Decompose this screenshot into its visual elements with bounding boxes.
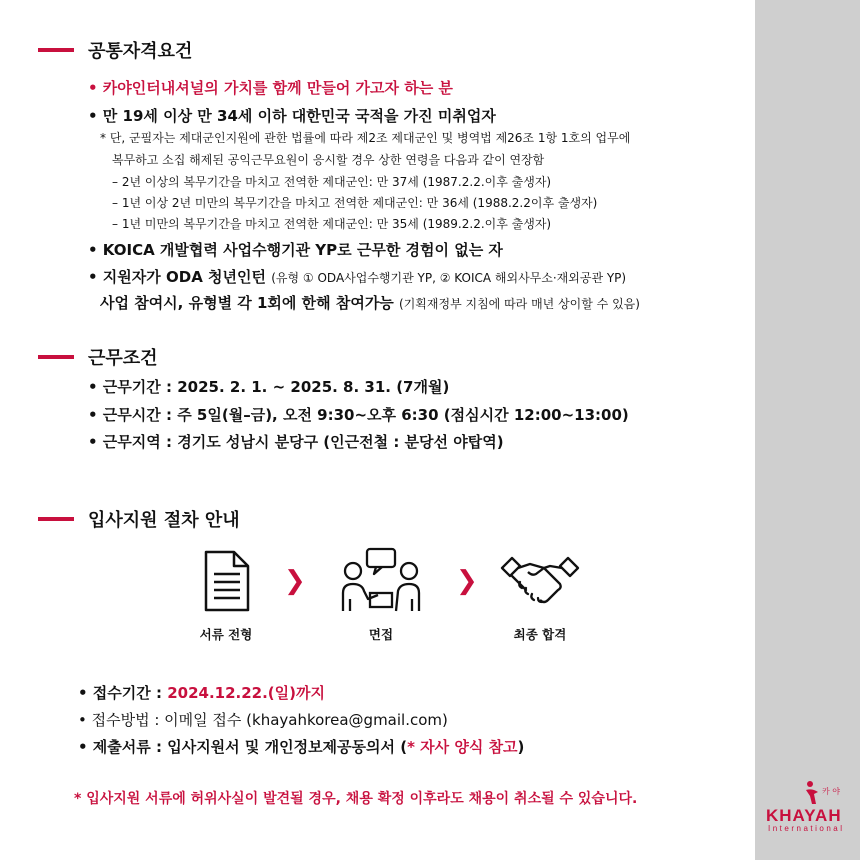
docs-line — [78, 736, 524, 757]
qualification-note-5: – 1년 미만의 복무기간을 마치고 전역한 제대군인: 만 35세 (1989.2.2.이후 출생자) — [112, 217, 552, 231]
section-bar — [38, 517, 74, 521]
qualification-item-3: • KOICA 개발협력 사업수행기관 YP로 근무한 경험이 없는 자 — [88, 241, 503, 259]
section-title: 입사지원 절차 안내 — [88, 510, 240, 531]
interview-icon — [340, 547, 422, 615]
conditions-period: • 근무기간 : 2025. 2. 1. ~ 2025. 8. 31. (7개월) — [88, 378, 450, 396]
qualification-item-1: • 카야인터내셔널의 가치를 함께 만들어 가고자 하는 분 — [88, 79, 453, 97]
section-bar — [38, 355, 74, 359]
logo-korean: 카 야 — [822, 787, 840, 796]
warning-notice: * 입사지원 서류에 허위사실이 발견될 경우, 채용 확정 이후라도 채용이 취소될 수 있습니다. — [74, 791, 638, 807]
qualification-note-4: – 1년 이상 2년 미만의 복무기간을 마치고 전역한 제대군인: 만 36세 (1988.2.2이후 출생자) — [112, 196, 598, 210]
method-line: • 접수방법 : 이메일 접수 (khayahkorea@gmail.com) — [78, 711, 448, 729]
section-header-conditions — [38, 344, 158, 370]
qualification-item-4-detail: (유형 ① ODA사업수행기관 YP, ② KOICA 해외사무소·재외공관 YP) — [271, 271, 627, 285]
section-header-process — [38, 506, 240, 532]
section-title: 근무조건 — [88, 348, 158, 369]
conditions-hours: • 근무시간 : 주 5일(월–금), 오전 9:30~오후 6:30 (점심시간 12:00~13:00) — [88, 406, 629, 424]
docs-label: • 제출서류 : 입사지원서 및 개인정보제공동의서 ( — [78, 738, 408, 756]
step-label-interview: 면접 — [368, 627, 394, 642]
deadline-line — [78, 682, 325, 703]
qualification-note-3: – 2년 이상의 복무기간을 마치고 전역한 제대군인: 만 37세 (1987.2.2.이후 출생자) — [112, 175, 552, 189]
section-title: 공통자격요건 — [88, 41, 193, 62]
qualification-item-2: • 만 19세 이상 만 34세 이하 대한민국 국적을 가진 미취업자 — [88, 107, 496, 125]
logo-figure-icon — [804, 780, 822, 806]
qualification-item-4 — [88, 266, 626, 287]
company-logo — [766, 780, 852, 836]
step-label-document: 서류 전형 — [199, 627, 253, 642]
logo-main-text: KHAYAH — [766, 806, 842, 825]
section-bar — [38, 48, 74, 52]
deadline-value: 2024.12.22.(일)까지 — [167, 684, 325, 702]
deadline-label: • 접수기간 : — [78, 684, 168, 702]
side-panel — [755, 0, 860, 860]
section-header-qualification — [38, 37, 192, 63]
handshake-icon — [500, 554, 580, 610]
document-icon — [200, 550, 252, 614]
qualification-note-1: * 단, 군필자는 제대군인지원에 관한 법률에 따라 제2조 제대군인 및 병역법 제26조 1항 1호의 업무에 — [100, 131, 631, 145]
qualification-note-2: 복무하고 소집 해제된 공익근무요원이 응시할 경우 상한 연령을 다음과 같이 연장함 — [112, 153, 545, 167]
qualification-item-4b-main: 사업 참여시, 유형별 각 1회에 한해 참여가능 — [100, 294, 400, 312]
chevron-right-icon: ❯ — [284, 566, 306, 596]
docs-close: ) — [517, 738, 525, 756]
logo-sub-text: International — [768, 824, 845, 833]
conditions-location: • 근무지역 : 경기도 성남시 분당구 (인근전철 : 분당선 야탑역) — [88, 433, 504, 451]
qualification-item-4b — [100, 292, 640, 313]
step-label-final: 최종 합격 — [513, 627, 567, 642]
qualification-item-4-main: • 지원자가 ODA 청년인턴 — [88, 268, 272, 286]
chevron-right-icon: ❯ — [456, 566, 478, 596]
docs-reference: * 자사 양식 참고 — [407, 738, 518, 756]
qualification-item-4b-detail: (기획재정부 지침에 따라 매년 상이할 수 있음) — [399, 297, 640, 311]
